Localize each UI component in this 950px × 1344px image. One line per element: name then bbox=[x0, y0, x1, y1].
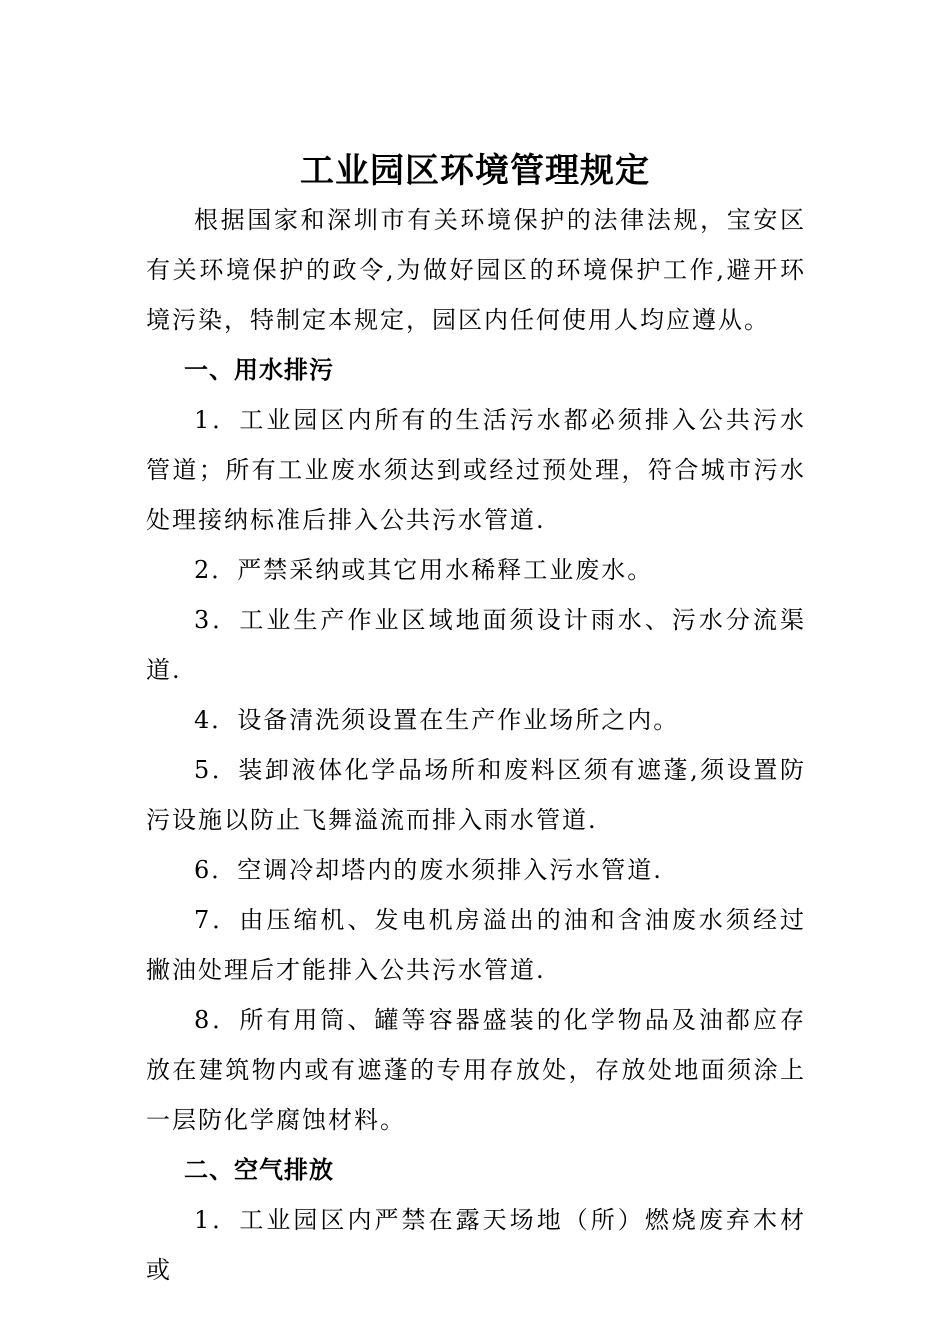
list-item: 1．工业园区内严禁在露天场地（所）燃烧废弃木材或 bbox=[146, 1206, 806, 1284]
list-item: 2．严禁采纳或其它用水稀释工业废水。 bbox=[194, 556, 654, 584]
document-body bbox=[146, 195, 806, 1295]
intro-paragraph: 根据国家和深圳市有关环境保护的法律法规，宝安区有关环境保护的政令,为做好园区的环境保护工作,避开环境污染，特制定本规定，园区内任何使用人均应遵从。 bbox=[146, 206, 806, 334]
list-item: 4．设备清洗须设置在生产作业场所之内。 bbox=[194, 706, 680, 734]
list-item: 7．由压缩机、发电机房溢出的油和含油废水须经过撇油处理后才能排入公共污水管道. bbox=[146, 906, 806, 984]
section-water-drainage bbox=[146, 345, 806, 1145]
section-air-emission bbox=[146, 1145, 806, 1295]
list-item: 1．工业园区内所有的生活污水都必须排入公共污水管道；所有工业废水须达到或经过预处理，符合城市污水处理接纳标准后排入公共污水管道. bbox=[146, 406, 806, 534]
list-item: 3．工业生产作业区域地面须设计雨水、污水分流渠道. bbox=[146, 606, 806, 684]
section-heading: 一、用水排污 bbox=[184, 356, 334, 384]
list-item: 5．装卸液体化学品场所和废料区须有遮蓬,须设置防污设施以防止飞舞溢流而排入雨水管道. bbox=[146, 756, 806, 834]
list-item: 8．所有用筒、罐等容器盛装的化学物品及油都应存放在建筑物内或有遮蓬的专用存放处，存放处地面须涂上一层防化学腐蚀材料。 bbox=[146, 1006, 806, 1134]
document-title: 工业园区环境管理规定 bbox=[300, 151, 650, 191]
list-item: 6．空调冷却塔内的废水须排入污水管道. bbox=[194, 856, 663, 884]
section-heading: 二、空气排放 bbox=[184, 1156, 334, 1184]
